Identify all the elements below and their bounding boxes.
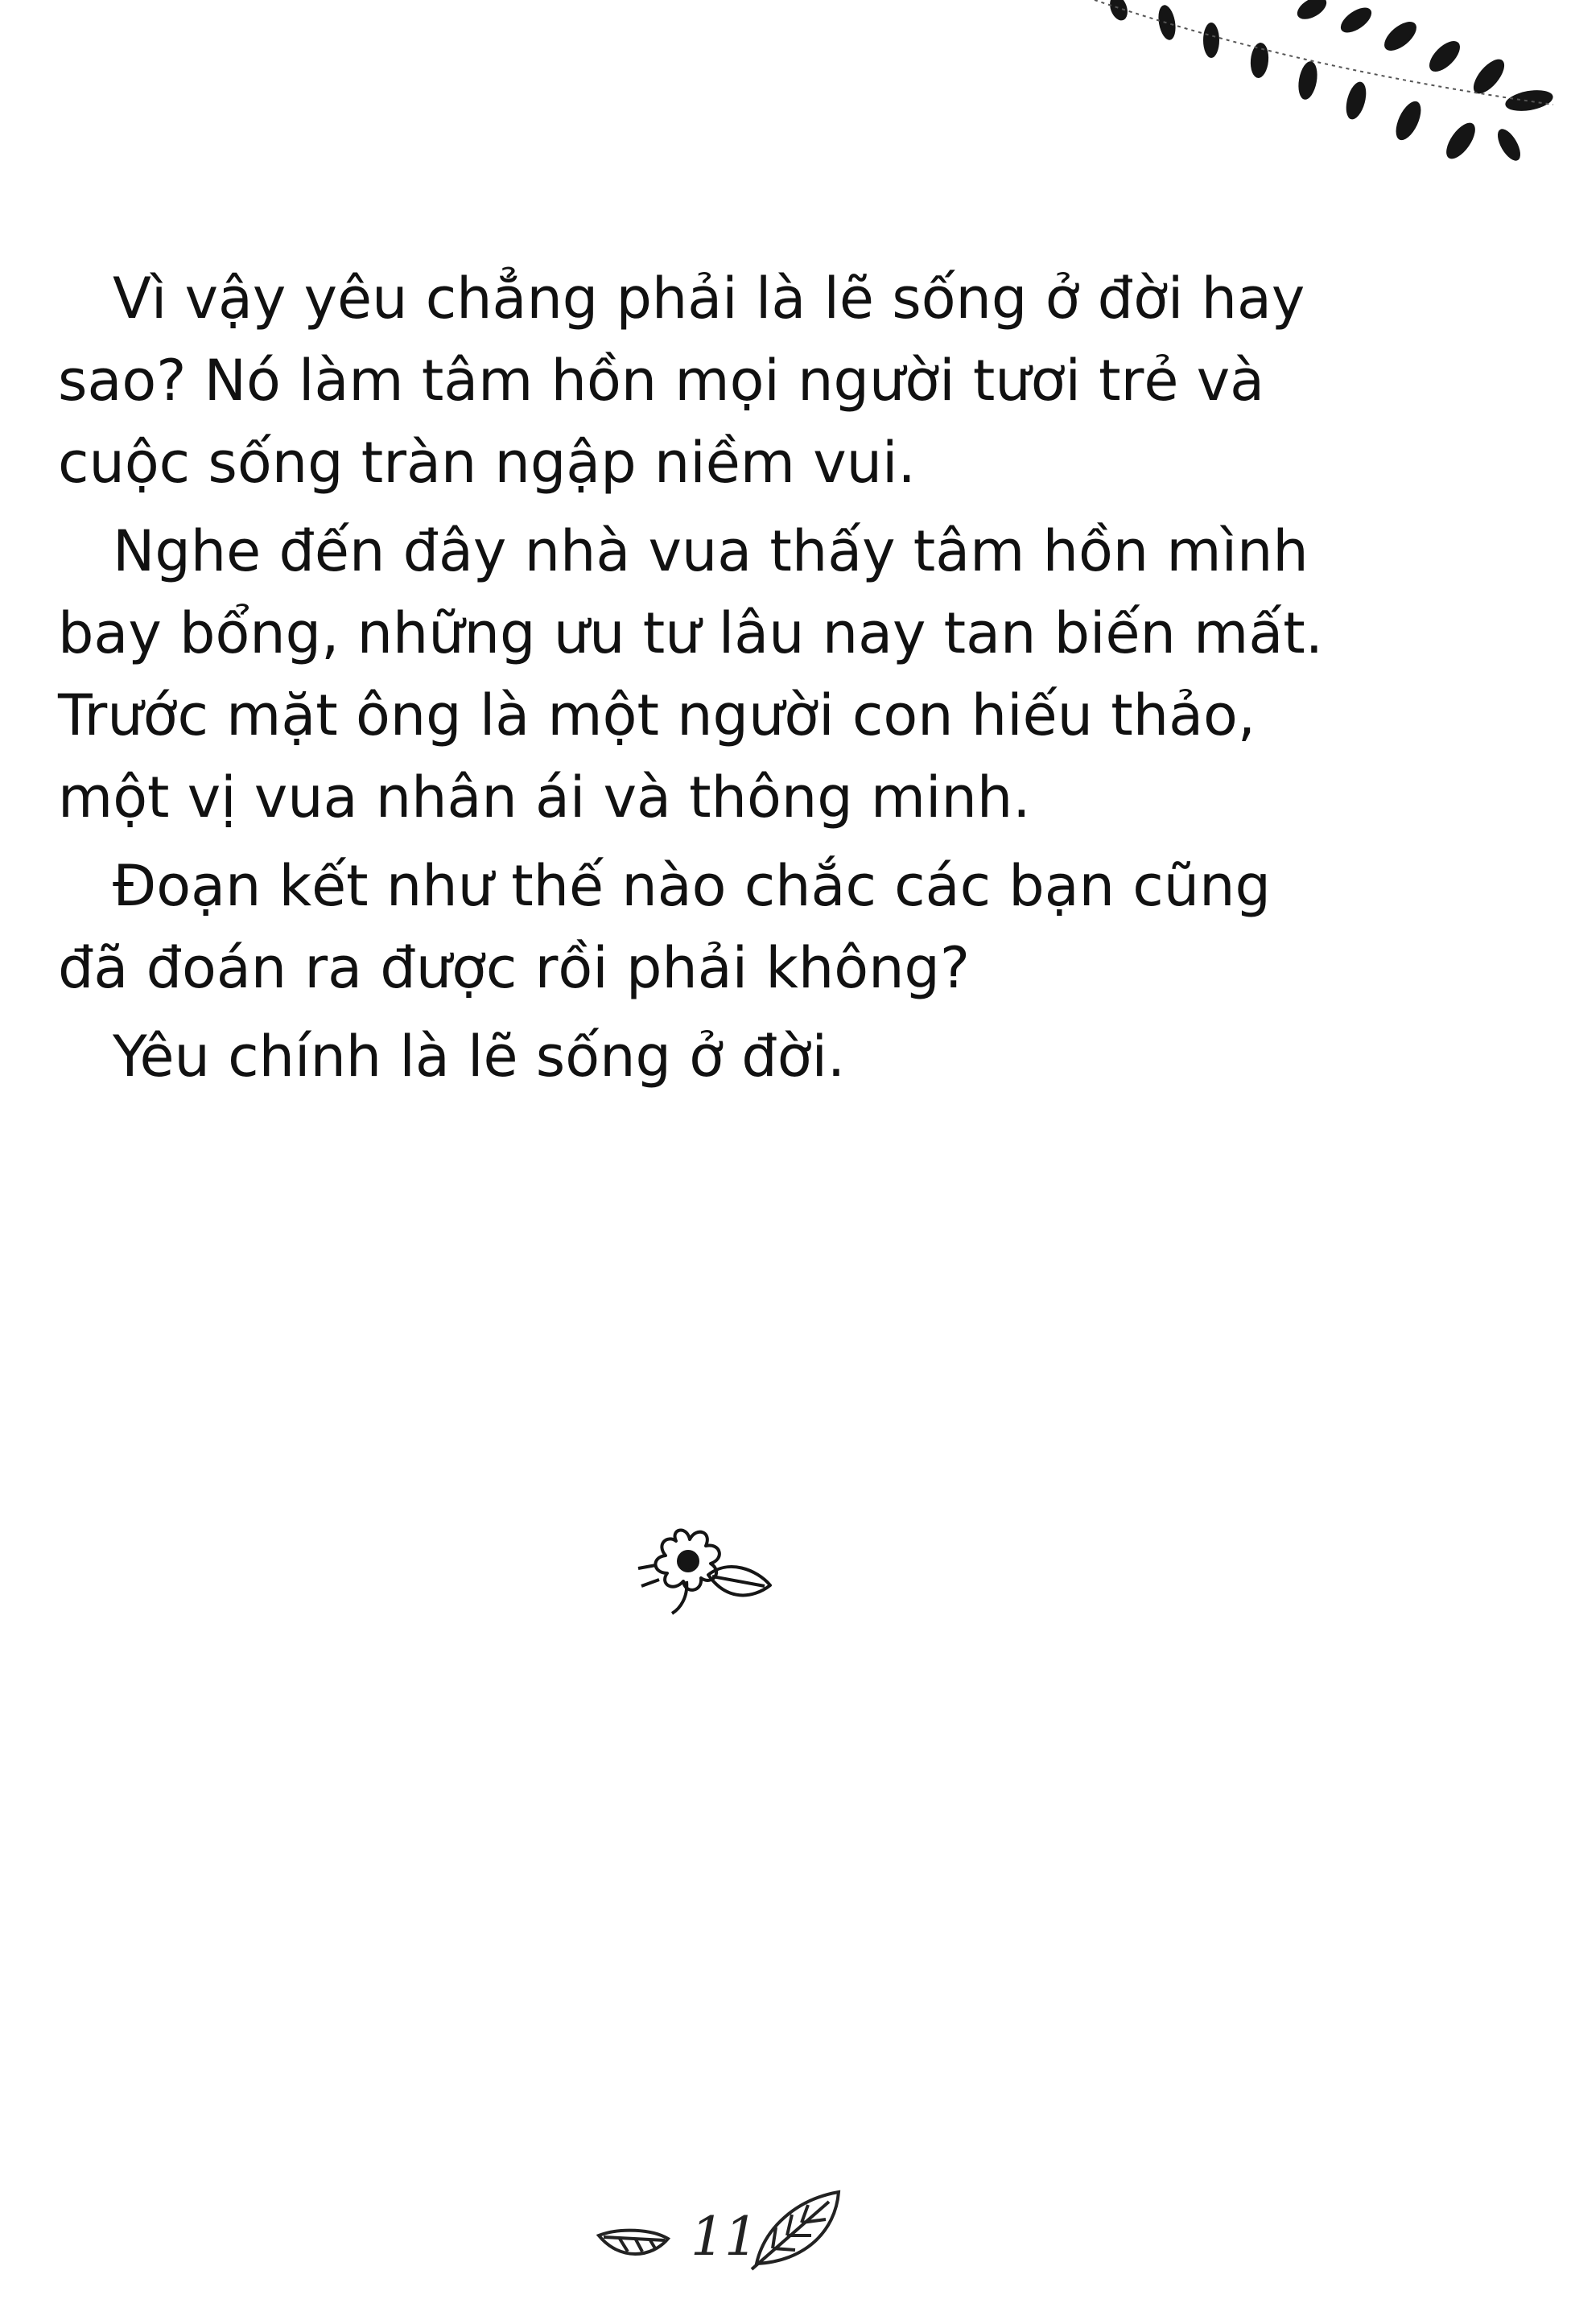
flower-icon <box>632 1525 773 1617</box>
body-text <box>58 258 1346 1098</box>
paragraph-2: Nghe đến đây nhà vua thấy tâm hồn mình bay bổng, những ưu tư lâu nay tan biến mất. Trước mặt ông là một người con hiếu thảo, một vị vua nhân ái và thông minh. <box>58 518 1323 830</box>
paragraph-4: Yêu chính là lẽ sống ở đời. <box>113 1024 846 1090</box>
leaf-icon <box>748 2187 845 2272</box>
page-footer <box>588 2181 853 2277</box>
paragraph-1: Vì vậy yêu chẳng phải là lẽ sống ở đời hay sao? Nó làm tâm hồn mọi người tươi trẻ và cuộc sống tràn ngập niềm vui. <box>58 266 1305 496</box>
paragraph-3: Đoạn kết như thế nào chắc các bạn cũng đã đoán ra được rồi phải không? <box>58 853 1271 1001</box>
leaf-icon <box>596 2221 672 2269</box>
leaf-branch-icon <box>1070 0 1571 173</box>
page-number: 11 <box>691 2206 758 2268</box>
